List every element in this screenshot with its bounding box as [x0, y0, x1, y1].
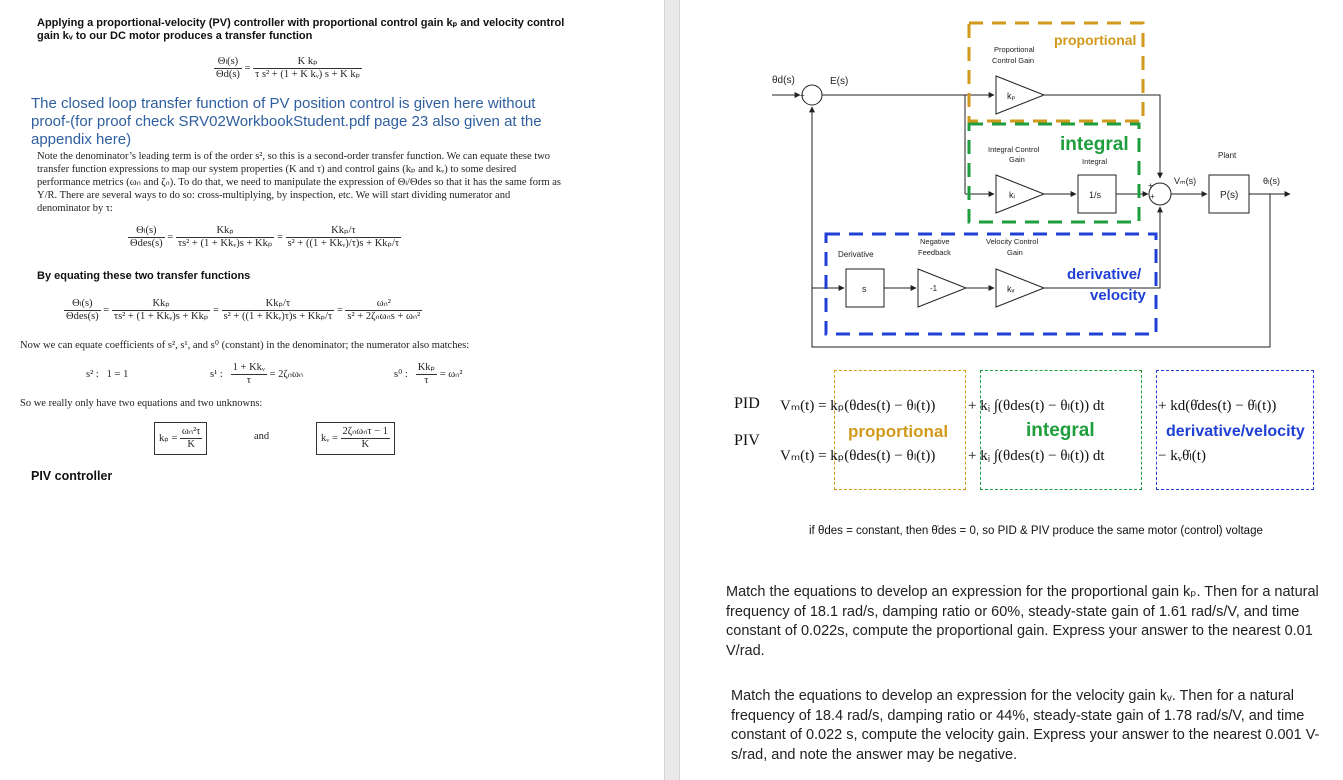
- tf2-mid-den: τs² + (1 + Kkᵥ)s + Kkₚ: [177, 238, 273, 249]
- tf3-a-den: Θdes(s): [66, 311, 99, 322]
- piv-tag: PIV: [734, 432, 760, 449]
- coef-s0: [394, 362, 462, 387]
- vel-gain-label-1: Velocity Control: [986, 237, 1039, 246]
- coef-s0-label: s⁰ :: [394, 368, 408, 380]
- neg-fb-label-1: Negative: [920, 237, 950, 246]
- kp-gain-triangle: [996, 76, 1044, 114]
- error-label: E(s): [830, 76, 849, 87]
- left-page: [0, 0, 664, 780]
- kp-den: K: [187, 439, 195, 450]
- blue-heading: The closed loop transfer function of PV position control is given here without proof-(for proof check SRV02WorkbookStudent.pdf page 23 also given at the appendix here): [31, 95, 542, 148]
- tf3-d-den: s² + 2ζₙωₙs + ωₙ²: [347, 311, 421, 322]
- kv-den: K: [361, 439, 370, 450]
- tf3-b-den: τs² + (1 + Kkᵥ)s + Kkₚ: [113, 311, 209, 322]
- kp-lhs: kₚ =: [159, 432, 178, 444]
- derivative-caption: derivative/velocity: [1166, 423, 1305, 440]
- derivative-title-1: derivative/: [1067, 266, 1142, 283]
- kv-solution-box: [316, 422, 395, 455]
- kv-gain-triangle: [996, 269, 1044, 307]
- pid-i-term: + kᵢ ∫(θdes(t) − θₗ(t)) dt: [968, 398, 1105, 414]
- question-1: Match the equations to develop an expression for the proportional gain kₚ. Then for a natural frequency of 18.1 rad/s, damping ratio or 60%, steady-state gain of 1.61 rad/s/V, and time constant of 0.022s, compute the proportional gain. Express your answer to the nearest 0.01 V/rad.: [726, 584, 1319, 659]
- tf1-rhs-den: τ s² + (1 + K kᵥ) s + K kₚ: [255, 69, 361, 80]
- piv-i-term: + kᵢ ∫(θdes(t) − θₗ(t)) dt: [968, 448, 1105, 464]
- pid-block-diagram: [680, 0, 1343, 360]
- integral-title: integral: [1060, 134, 1129, 155]
- vm-label: Vₘ(s): [1174, 176, 1197, 186]
- piv-d-term: − kᵥθ̇ₗ(t): [1158, 448, 1206, 464]
- tf2-lhs-num: Θₗ(s): [128, 225, 165, 238]
- error-summing-junction: [802, 85, 822, 105]
- integral-gain-label-2: Gain: [1009, 155, 1025, 164]
- theta-l-label: θₗ(s): [1263, 176, 1280, 186]
- piv-p-term: Vₘ(t) = kₚ(θdes(t) − θₗ(t)): [780, 448, 936, 464]
- minus-one-text: -1: [930, 284, 938, 293]
- proportional-title: proportional: [1054, 32, 1137, 48]
- kv-symbol: kᵥ: [1007, 284, 1015, 294]
- plant-label: Plant: [1218, 151, 1237, 160]
- pid-p-term: Vₘ(t) = kₚ(θdes(t) − θₗ(t)): [780, 398, 936, 414]
- coef-s2: s² : 1 = 1: [86, 369, 129, 380]
- intro-text: Applying a proportional-velocity (PV) controller with proportional control gain kₚ and velocity control gain kᵥ to our DC motor produces a transfer function: [37, 17, 565, 42]
- tf3-c-num: Kkₚ/τ: [222, 298, 335, 311]
- tf3-b-num: Kkₚ: [112, 298, 211, 311]
- ki-symbol: kᵢ: [1009, 190, 1015, 200]
- sum2-plus-a: +: [1148, 181, 1153, 190]
- tf3-d-num: ωₙ²: [345, 298, 422, 311]
- ps-text: P(s): [1220, 190, 1239, 201]
- tf2-rhs-num: Kkₚ/τ: [286, 225, 402, 238]
- kp-symbol: kₚ: [1007, 91, 1016, 101]
- coefficient-text: Now we can equate coefficients of s², s¹, and s⁰ (constant) in the denominator; the numerator also matches:: [20, 340, 470, 351]
- sum2-plus-b: +: [1150, 192, 1155, 201]
- vel-gain-label-2: Gain: [1007, 248, 1023, 257]
- tf1-lhs-num: Θₗ(s): [214, 56, 242, 69]
- coef-s1-den: τ: [246, 375, 251, 386]
- and-word: and: [254, 431, 270, 442]
- transfer-function-1: $\frac{\text{Θₗ(s)}}{\Theta d(s)}$ = $\frac{\text{K kₚ}}{\text{τ s² + (1 + K kᵥ) s + K kₚ}}$: [216, 56, 361, 80]
- position-feedback-line: [812, 107, 1270, 347]
- sum1-minus: -: [809, 106, 812, 116]
- coef-s1: [210, 362, 303, 387]
- right-page: [680, 0, 1343, 780]
- integral-gain-label-1: Integral Control: [988, 145, 1040, 154]
- page-divider: [664, 0, 680, 780]
- piv-controller-label: PIV controller: [31, 469, 113, 483]
- neg-fb-label-2: Feedback: [918, 248, 951, 257]
- pid-d-term: + kd(θ̇des(t) − θ̇ₗ(t)): [1158, 398, 1277, 414]
- integrator-text: 1/s: [1089, 190, 1102, 200]
- sum1-plus: +: [800, 91, 805, 100]
- derivative-label: Derivative: [838, 250, 874, 259]
- coef-s0-den: τ: [424, 375, 429, 386]
- ki-gain-triangle: [996, 175, 1044, 213]
- kv-num: 2ζₙωₙτ − 1: [342, 426, 389, 437]
- kp-solution-box: [154, 422, 207, 455]
- derivative-s-text: s: [862, 284, 867, 294]
- prop-gain-label-1: Proportional: [994, 45, 1035, 54]
- pid-tag: PID: [734, 395, 760, 412]
- integral-sub-label: Integral: [1082, 157, 1108, 166]
- tf2-rhs-den: s² + ((1 + Kkᵥ)/τ)s + Kkₚ/τ: [287, 238, 400, 249]
- coef-s1-rhs: = 2ζₙωₙ: [269, 368, 304, 380]
- proportional-caption: proportional: [848, 422, 949, 441]
- transfer-function-3: $\frac{\text{Θₗ(s)}}{\text{Θdes(s)}}$ = $\frac{\text{Kkₚ}}{\text{τs² + (1 + Kkᵥ)s + Kkₚ}}$ = $\frac{\text{Kkₚ/τ}}{\text{s² + ((1 + Kkᵥ)τ)s + Kkₚ/τ}}$ = $\frac{\text{ωₙ²}}{\text{s² + 2ζₙωₙs + ωₙ²}}$: [66, 298, 421, 322]
- theta-d-label: θd(s): [772, 75, 795, 86]
- coef-s0-num: Kkₚ: [417, 362, 436, 373]
- equating-label: By equating these two transfer functions: [37, 270, 251, 282]
- constant-note: if θdes = constant, then θ̇des = 0, so PID & PIV produce the same motor (control) voltage: [809, 525, 1263, 537]
- coef-s1-label: s¹ :: [210, 368, 223, 380]
- question-2: Match the equations to develop an expression for the velocity gain kᵥ. Then for a natural frequency of 18.4 rad/s, damping ratio or 44%, steady-state gain of 1.78 rad/s/V, and time constant of 0.022 s, compute the velocity gain. Express your answer to the nearest 0.001 V-s/rad, and note the answer may be negative.: [731, 688, 1320, 763]
- tf1-rhs-num: K kₚ: [253, 56, 362, 69]
- tf2-lhs-den: Θdes(s): [130, 238, 163, 249]
- tf2-mid-num: Kkₚ: [176, 225, 275, 238]
- tf1-lhs-den: Θd(s): [216, 69, 240, 80]
- derivative-title-2: velocity: [1090, 287, 1146, 304]
- coef-s0-rhs: = ωₙ²: [439, 368, 463, 380]
- transfer-function-2: $\frac{\text{Θₗ(s)}}{\text{Θdes(s)}}$ = $\frac{\text{Kkₚ}}{\text{τs² + (1 + Kkᵥ)s + Kkₚ}}$ = $\frac{\text{Kkₚ/τ}}{\text{s² + ((1 + Kkᵥ)/τ)s + Kkₚ/τ}}$: [130, 225, 400, 249]
- two-equations-text: So we really only have two equations and two unknowns:: [20, 398, 263, 409]
- tf3-a-num: Θₗ(s): [64, 298, 101, 311]
- tf3-c-den: s² + ((1 + Kkᵥ)τ)s + Kkₚ/τ: [223, 311, 333, 322]
- note-paragraph: Note the denominator’s leading term is of the order s², so this is a second-order transfer function. We can equate these two transfer function expressions to map our system properties (K and τ) and control gains (kₚ and kᵥ) to some desired performance metrics (ωₙ and ζₙ). To do that, we need to manipulate the expression of Θₗ/Θdes so that it has the same form as Y/R. There are several ways to do so: cross-multiplying, by inspection, etc. We will start dividing numerator and denominator by τ:: [37, 151, 562, 214]
- integral-caption: integral: [1026, 420, 1095, 441]
- neg-feedback-triangle: [918, 269, 966, 307]
- kv-lhs: kᵥ =: [321, 432, 338, 444]
- kp-num: ωₙ²τ: [181, 426, 201, 437]
- coef-s1-num: 1 + Kkᵥ: [232, 362, 265, 373]
- prop-gain-label-2: Control Gain: [992, 56, 1035, 65]
